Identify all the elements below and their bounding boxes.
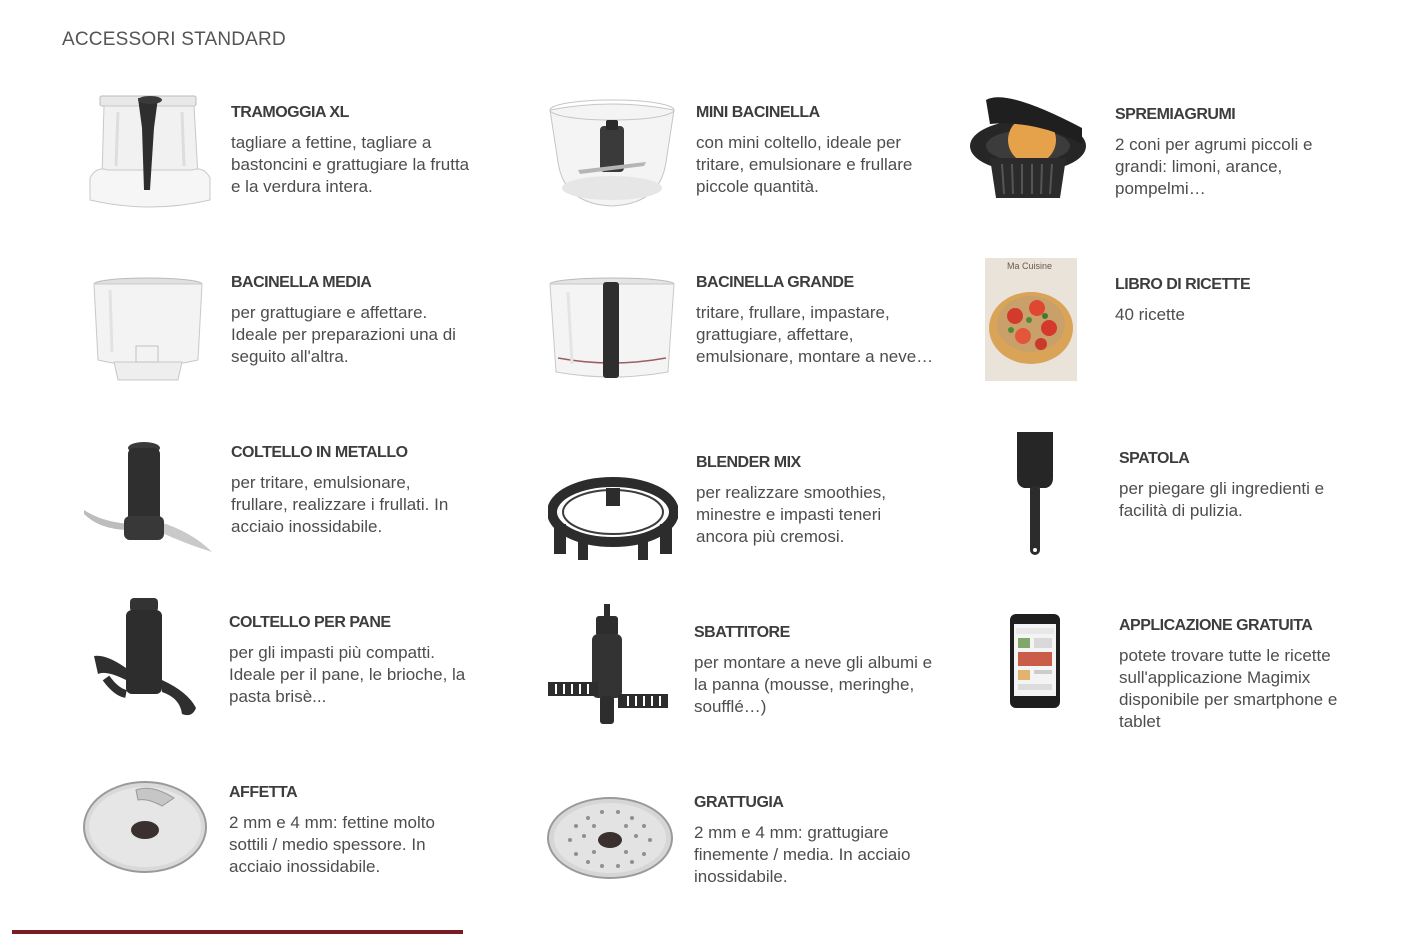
accessory-title: SPREMIAGRUMI [1115,106,1236,123]
dough-blade-icon [92,596,200,720]
blender-mix-icon [548,472,678,564]
accessory-title: MINI BACINELLA [696,104,820,121]
recipe-book-icon [985,258,1077,381]
feed-tube-icon [86,92,214,214]
book-cover-title: Ma Cuisine [1007,261,1053,271]
accessory-title: GRATTUGIA [694,794,784,811]
grating-disc-icon [546,796,674,880]
accessory-description: per gli impasti più compatti. Ideale per il pane, le brioche, la pasta brisè... [229,643,466,706]
accessory-title: AFFETTA [229,784,298,801]
accessory-description: per grattugiare e affettare. Ideale per preparazioni una di seguito all'altra. [231,303,456,366]
accessory-title: BACINELLA GRANDE [696,274,854,291]
medium-bowl-icon [90,276,206,386]
accessory-title: SPATOLA [1119,450,1190,467]
metal-blade-icon [82,440,214,554]
accessory-description: 2 mm e 4 mm: grattugiare finemente / media. In acciaio inossidabile. [694,823,911,886]
accessory-description: per realizzare smoothies, minestre e impasti teneri ancora più cremosi. [696,483,886,546]
spatula-icon [1012,430,1058,558]
whisk-icon [546,602,670,728]
accent-bar [12,930,463,934]
accessory-description: per montare a neve gli albumi e la panna (mousse, meringhe, soufflé…) [694,653,933,716]
accessory-description: tritare, frullare, impastare, grattugiare, affettare, emulsionare, montare a neve… [696,303,934,366]
accessory-title: COLTELLO PER PANE [229,614,391,631]
smartphone-app-icon [1010,614,1060,708]
large-bowl-icon [548,276,676,384]
slicing-disc-icon [82,780,208,874]
accessory-description: potete trovare tutte le ricette sull'applicazione Magimix disponibile per smartphone e tablet [1119,646,1338,731]
page-title: ACCESSORI STANDARD [62,29,286,50]
accessory-title: COLTELLO IN METALLO [231,444,408,461]
accessory-description: con mini coltello, ideale per tritare, emulsionare e frullare piccole quantità. [696,133,913,196]
accessory-description: 40 ricette [1115,305,1185,324]
accessory-title: BLENDER MIX [696,454,801,471]
mini-bowl-icon [548,92,676,214]
accessory-title: APPLICAZIONE GRATUITA [1119,617,1313,634]
accessory-title: BACINELLA MEDIA [231,274,372,291]
accessory-description: 2 coni per agrumi piccoli e grandi: limoni, arance, pompelmi… [1115,135,1313,198]
accessory-description: per piegare gli ingredienti e facilità di pulizia. [1119,479,1325,520]
accessory-title: TRAMOGGIA XL [231,104,349,121]
citrus-press-icon [966,88,1090,206]
accessory-description: per tritare, emulsionare, frullare, realizzare i frullati. In acciaio inossidabile. [231,473,449,536]
accessory-description: tagliare a fettine, tagliare a bastoncini e grattugiare la frutta e la verdura intera. [231,133,470,196]
accessory-title: SBATTITORE [694,624,790,641]
accessory-description: 2 mm e 4 mm: fettine molto sottili / medio spessore. In acciaio inossidabile. [229,813,435,876]
accessory-title: LIBRO DI RICETTE [1115,276,1251,293]
